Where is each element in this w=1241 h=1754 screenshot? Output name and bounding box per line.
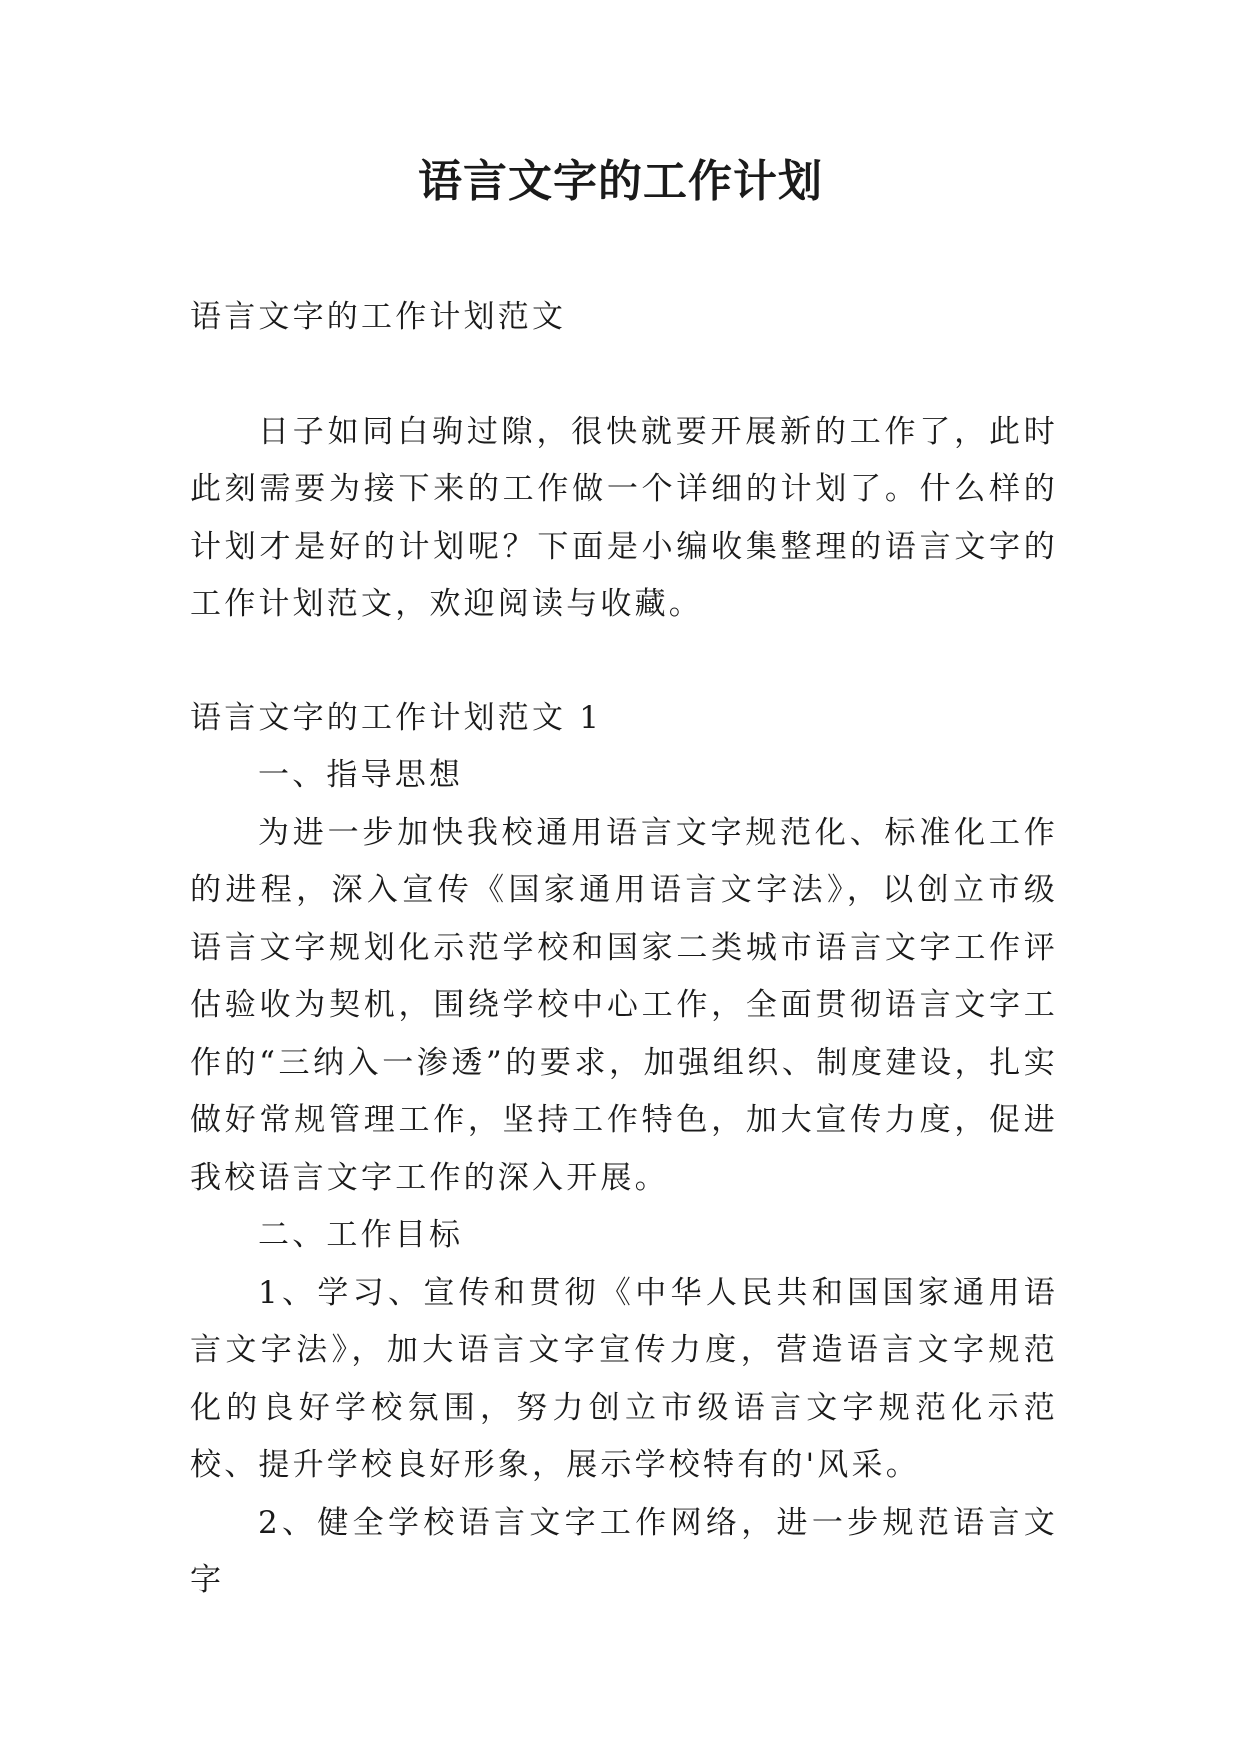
- intro-paragraph: 日子如同白驹过隙，很快就要开展新的工作了，此时此刻需要为接下来的工作做一个详细的计划了。什么样的计划才是好的计划呢？下面是小编收集整理的语言文字的工作计划范文，欢迎阅读与收藏。: [190, 413, 1058, 622]
- document-body: [190, 289, 1058, 1610]
- guiding-paragraph: 为进一步加快我校通用语言文字规范化、标准化工作的进程，深入宣传《国家通用语言文字法》，以创立市级语言文字规划化示范学校和国家二类城市语言文字工作评估验收为契机，围绕学校中心工作，全面贯彻语言文字工作的“三纳入一渗透”的要求，加强组织、制度建设，扎实做好常规管理工作，坚持工作特色，加大宣传力度，促进我校语言文字工作的深入开展。: [190, 814, 1058, 1196]
- goal-paragraph-1: 1、学习、宣传和贯彻《中华人民共和国国家通用语言文字法》，加大语言文字宣传力度，营造语言文字规范化的良好学校氛围，努力创立市级语言文字规范化示范校、提升学校良好形象，展示学校特有的'风采。: [190, 1274, 1058, 1483]
- goal-paragraph-2: 2、健全学校语言文字工作网络，进一步规范语言文字: [190, 1504, 1058, 1598]
- goals-heading: 二、工作目标: [258, 1217, 464, 1253]
- section-heading: 语言文字的工作计划范文 1: [190, 699, 603, 736]
- document-title: 语言文字的工作计划: [418, 156, 823, 207]
- document-subtitle: 语言文字的工作计划范文: [190, 299, 567, 335]
- guiding-heading: 一、指导思想: [258, 757, 464, 793]
